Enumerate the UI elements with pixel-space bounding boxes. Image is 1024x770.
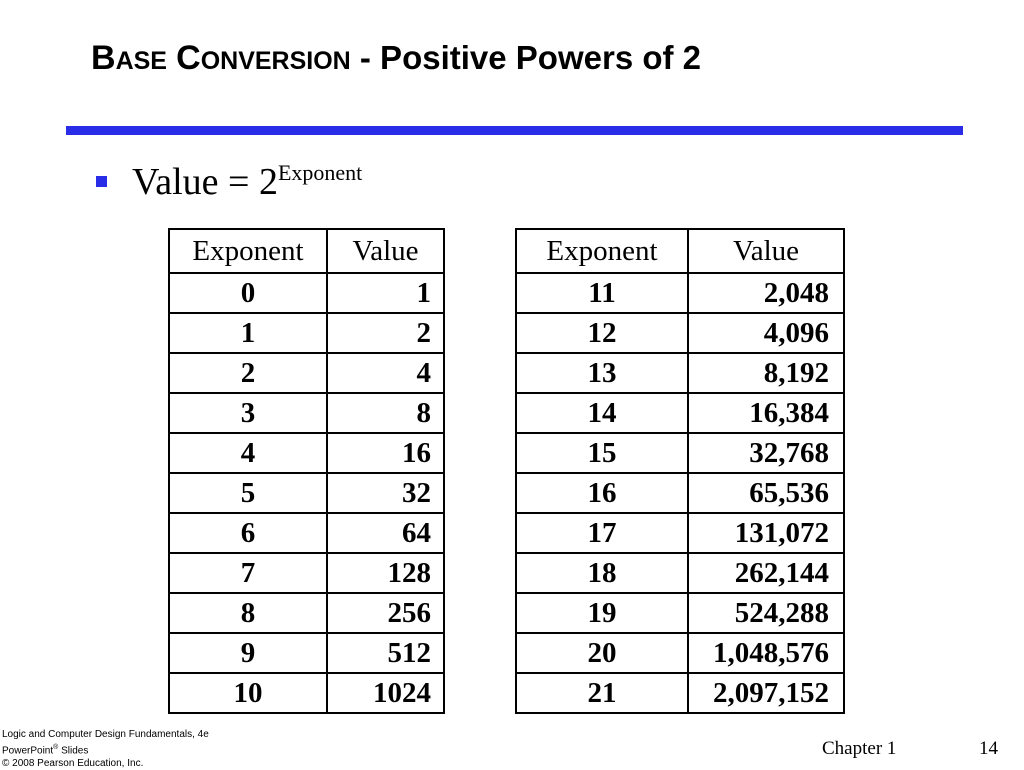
table-row [516,313,844,353]
value-cell: 512 [327,633,444,673]
exponent-cell: 5 [169,473,327,513]
table-row [516,633,844,673]
column-header-value: Value [327,229,444,273]
table-row [516,673,844,713]
value-cell: 256 [327,593,444,633]
table-row [169,313,444,353]
table-row [516,593,844,633]
exponent-cell: 3 [169,393,327,433]
value-cell: 1,048,576 [688,633,844,673]
exponent-cell: 0 [169,273,327,313]
value-cell: 2,048 [688,273,844,313]
formula-superscript: Exponent [277,160,363,185]
exponent-cell: 11 [516,273,688,313]
value-cell: 8,192 [688,353,844,393]
value-cell: 262,144 [688,553,844,593]
table-row [169,353,444,393]
table-row [516,513,844,553]
table-row [516,393,844,433]
footer-book-title: Logic and Computer Design Fundamentals, 4e [2,729,209,740]
table-row [516,353,844,393]
slide-title: BASE CONVERSION - Positive Powers of 2 [91,39,702,77]
title-divider [66,126,963,135]
table-row [516,273,844,313]
exponent-cell: 4 [169,433,327,473]
table-row [169,433,444,473]
column-header-exponent: Exponent [169,229,327,273]
exponent-cell: 17 [516,513,688,553]
value-cell: 64 [327,513,444,553]
value-cell: 1 [327,273,444,313]
value-cell: 8 [327,393,444,433]
exponent-cell: 16 [516,473,688,513]
table-row [169,633,444,673]
exponent-cell: 9 [169,633,327,673]
value-cell: 32 [327,473,444,513]
value-cell: 131,072 [688,513,844,553]
powers-table-left [168,228,445,714]
page-number: 14 [979,738,998,759]
value-cell: 16,384 [688,393,844,433]
table-row [169,553,444,593]
value-cell: 2 [327,313,444,353]
table-row [169,593,444,633]
table-row [169,273,444,313]
exponent-cell: 19 [516,593,688,633]
exponent-cell: 13 [516,353,688,393]
exponent-cell: 8 [169,593,327,633]
footer-slides-line: PowerPoint® Slides [2,744,89,757]
value-cell: 65,536 [688,473,844,513]
exponent-cell: 7 [169,553,327,593]
exponent-cell: 21 [516,673,688,713]
column-header-exponent: Exponent [516,229,688,273]
footer-copyright: © 2008 Pearson Education, Inc. [2,758,144,770]
chapter-label: Chapter 1 [822,738,897,759]
column-header-value: Value [688,229,844,273]
table-row [169,393,444,433]
exponent-cell: 10 [169,673,327,713]
exponent-cell: 18 [516,553,688,593]
powers-table-right [515,228,845,714]
value-cell: 524,288 [688,593,844,633]
value-cell: 16 [327,433,444,473]
exponent-cell: 15 [516,433,688,473]
value-cell: 4,096 [688,313,844,353]
exponent-cell: 20 [516,633,688,673]
exponent-cell: 6 [169,513,327,553]
table-row [169,473,444,513]
square-bullet-icon [96,176,107,187]
table-row [169,513,444,553]
formula-text: Value = $2^{Exponent}$ [132,160,363,203]
value-cell: 2,097,152 [688,673,844,713]
table-row [516,553,844,593]
exponent-cell: 12 [516,313,688,353]
table-row [169,673,444,713]
exponent-cell: 1 [169,313,327,353]
exponent-cell: 2 [169,353,327,393]
value-cell: 4 [327,353,444,393]
table-row [516,433,844,473]
value-cell: 128 [327,553,444,593]
value-cell: 32,768 [688,433,844,473]
copyright-footer [2,728,209,770]
value-cell: 1024 [327,673,444,713]
table-row [516,473,844,513]
exponent-cell: 14 [516,393,688,433]
